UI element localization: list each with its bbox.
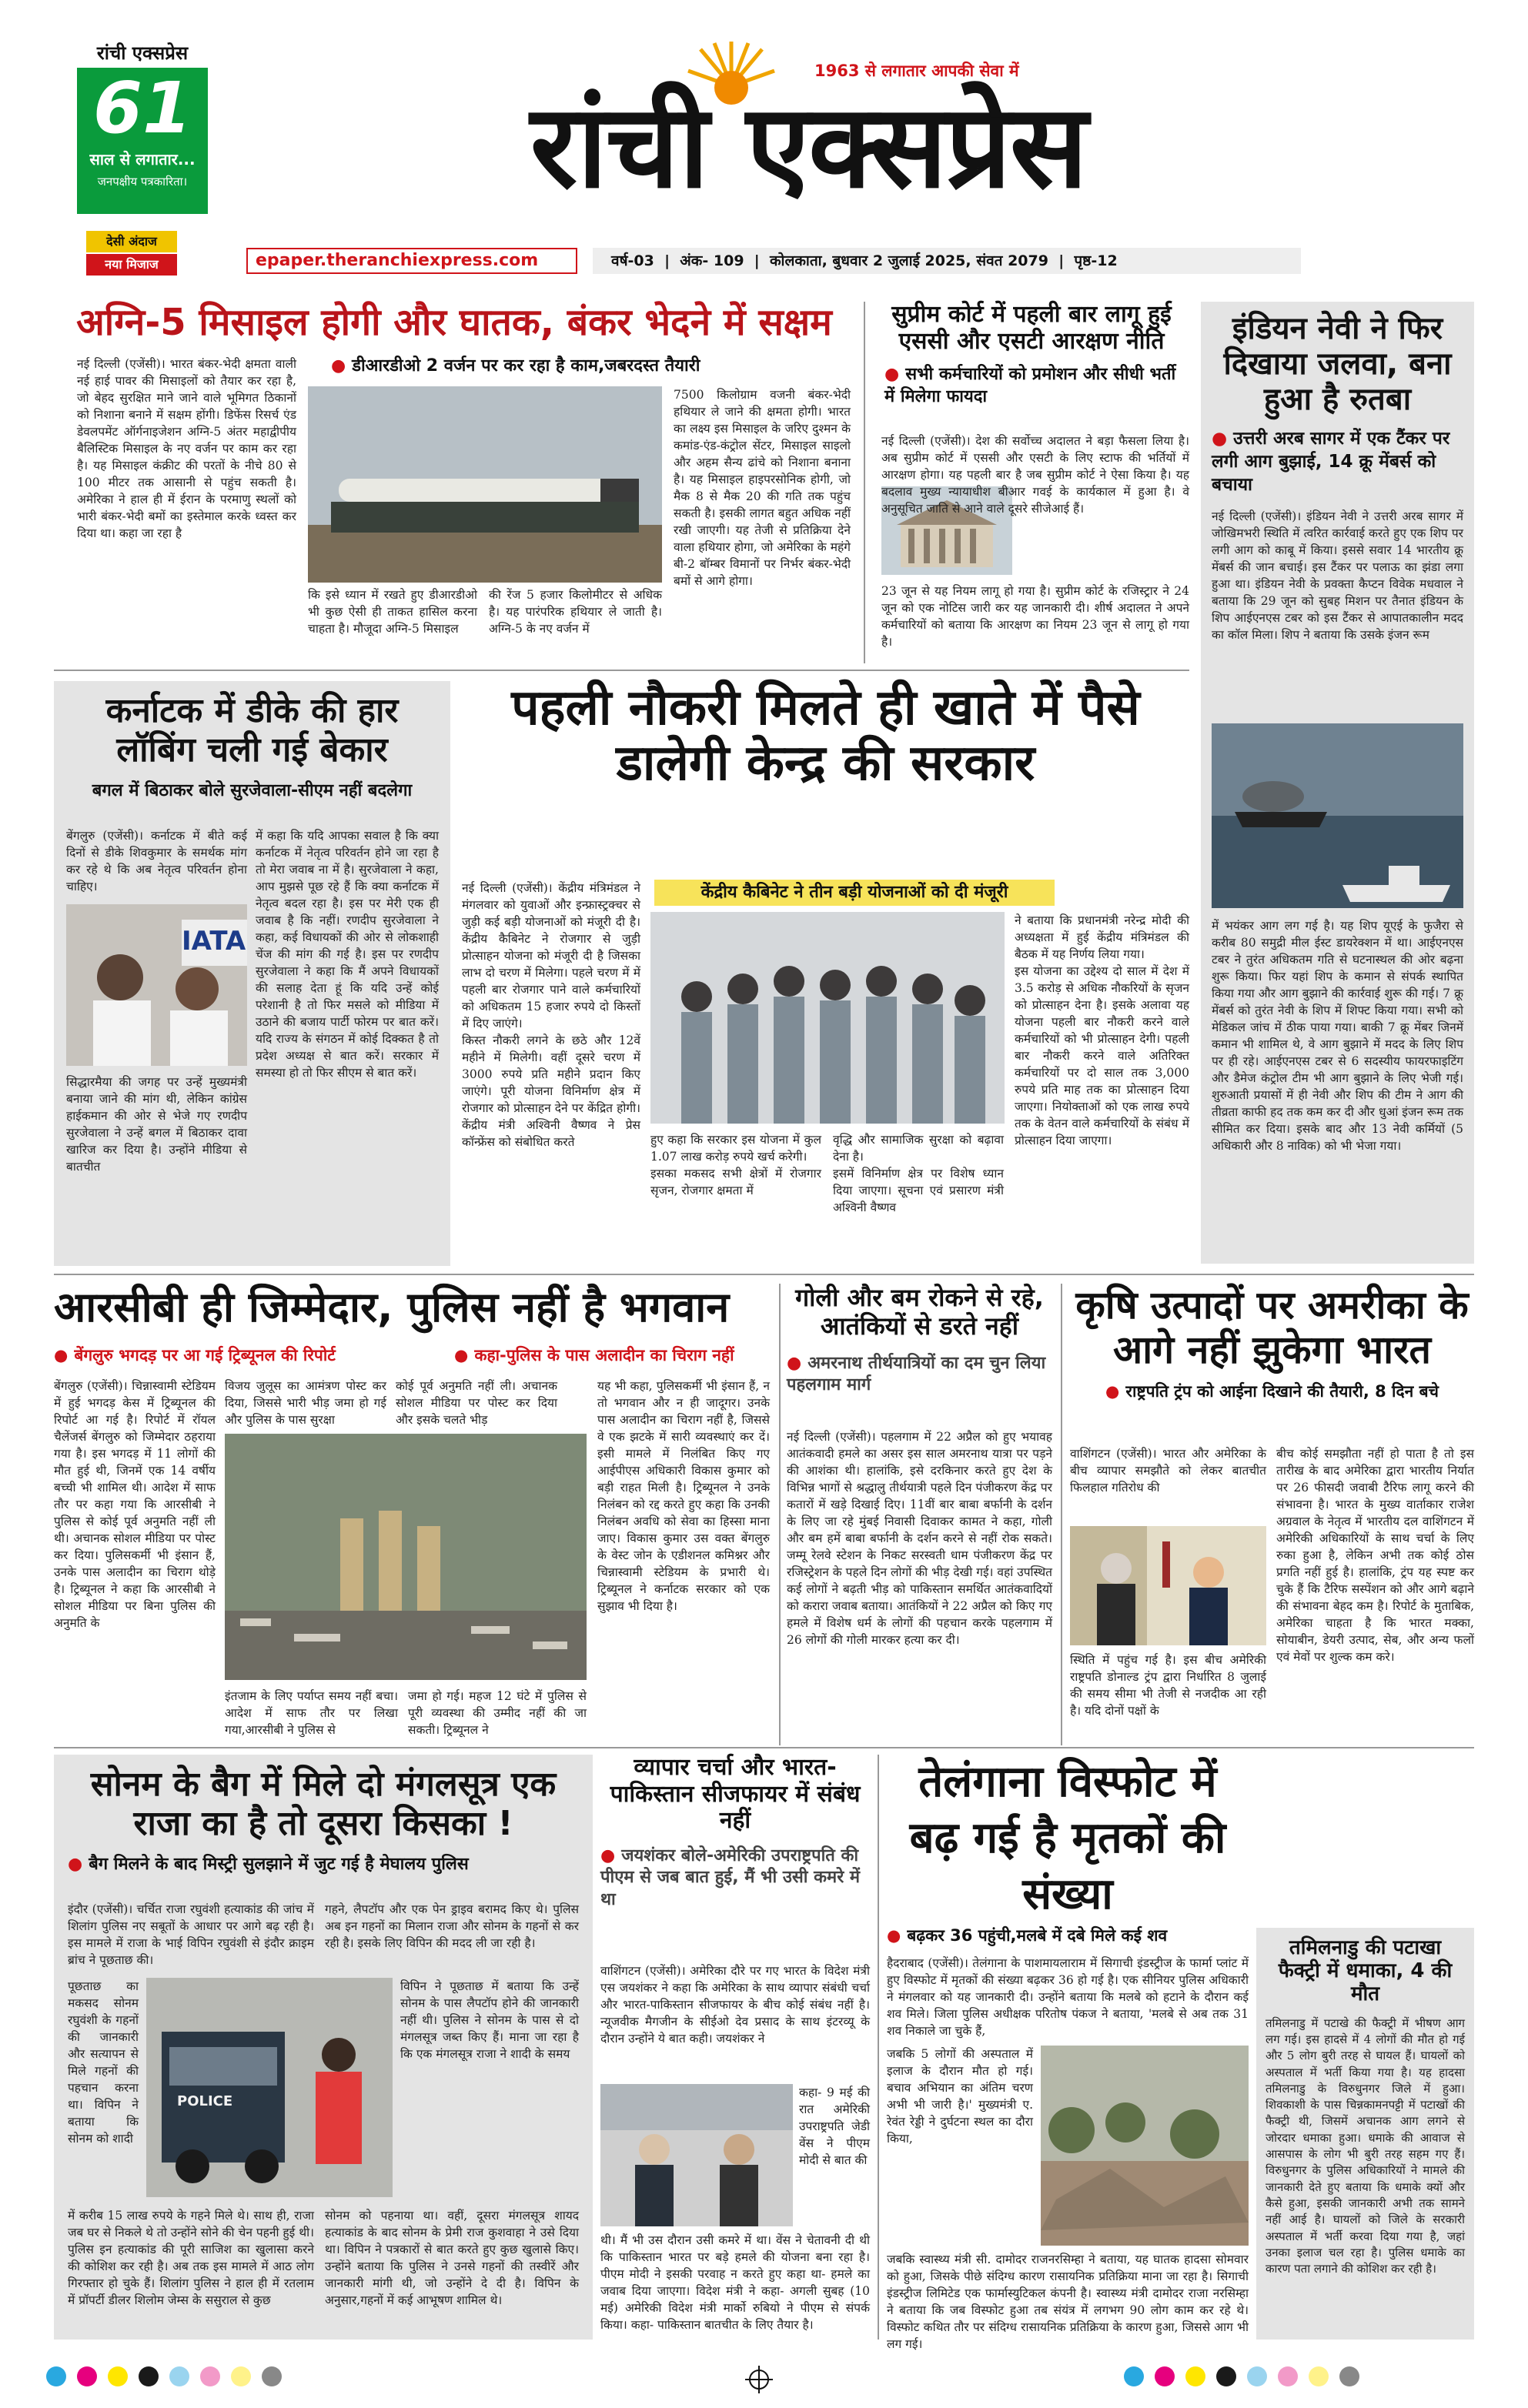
naya-tag: नया मिजाज — [86, 254, 177, 276]
trade-headline: व्यापार चर्चा और भारत-पाकिस्तान सीजफायर में संबंध नहीं — [610, 1754, 861, 1834]
karnataka-body1: बेंगलुरु (एजेंसी)। कर्नाटक में बीते कई दिनों से डीके शिवकुमार के समर्थक मांग कर रहे थे कि अब नेतृत्व परिवर्तन होना चाहिए। — [66, 829, 247, 893]
rcb-col4: यह भी कहा, पुलिसकर्मी भी इंसान हैं, न तो भगवान और न ही जादूगर। उनके पास अलादीन का चिराग नहीं है, जिससे वे एक झटके में सारी व्यवस्थाएं कर दें। इसी मामले में निलंबित किए गए आईपीएस अधिकारी विकास कुमार को बड़ी राहत मिली है। ट्रिब्यूनल ने उनके निलंबन को रद्द करते हुए कहा कि उनकी निलंबन अवधि को सेवा का हिस्सा माना जाए। विकास कुमार उस वक्त बेंगलुरु के वेस्ट जोन के एडीशनल कमिश्नर और चिन्नास्वामी स्टेडियम के प्रभारी थे। ट्रिब्यूनल ने कर्नाटक सरकार को एक सुझाव भी दिया है। — [597, 1379, 770, 1613]
trade-jaishankar-photo — [600, 2084, 793, 2226]
telangana-body3: जबकि स्वास्थ्य मंत्री सी. दामोदर राजनरसिम्हा ने बताया, यह घातक हादसा सोमवार को हुआ, जिसके पीछे संदिग्ध कारण रासायनिक प्रतिक्रिया माना जा रहा है। सिगाची इंडस्ट्रीज लिमिटेड एक फार्मास्युटिकल कंपनी है। स्वास्थ्य मंत्री दामोदर राजा नरसिम्हा ने बताया कि जब विस्फोट हुआ तब संयंत्र में लगभग 90 लोग काम कर रहे थे। विस्फोट कथित तौर पर संदिग्ध रासायनिक प्रतिक्रिया के कारण हुआ, जिससे आग भी लग गई। — [887, 2253, 1249, 2351]
tn-article — [1256, 1928, 1474, 2340]
masthead — [0, 0, 1528, 292]
agni-headline: अग्नि-5 मिसाइल होगी और घातक, बंकर भेदने में सक्षम — [76, 301, 832, 344]
sonam-headline: सोनम के बैग में मिले दो मंगलसूत्र एक राजा का है तो दूसरा किसका ! — [90, 1765, 557, 1843]
rcb-article — [54, 1284, 770, 1745]
sonam-body1: इंदौर (एजेंसी)। चर्चित राजा रघुवंशी हत्याकांड की जांच में शिलांग पुलिस नए सबूतों के आधार पर आगे बढ़ रही है। इस मामले में राजा के भाई विपिन रघुवंशी से इंदौर क्राइम ब्रांच ने पूछताछ की। — [68, 1902, 314, 1967]
job-subhead: केंद्रीय कैबिनेट ने तीन बड़ी योजनाओं को दी मंजूरी — [654, 880, 1055, 906]
sonam-body5: विपिन ने पूछताछ में बताया कि उन्हें सोनम के पास लैपटॉप होने की जानकारी नहीं थी। पुलिस ने सोनम के पास से दो मंगलसूत्र जब्त किए हैं। माना जा रहा है कि एक मंगलसूत्र राजा ने शादी के समय — [400, 1979, 579, 2061]
navy-article — [1201, 302, 1474, 1264]
divider — [1061, 1284, 1062, 1745]
navy-ship-photo — [1212, 723, 1463, 908]
rcb-col3: कोई पूर्व अनुमति नहीं ली। अचानक सोशल मीडिया पर पोस्ट कर दिया और इसके चलते भीड़ — [396, 1379, 557, 1427]
agni-col3: की रेंज 5 हजार किलोमीटर से अधिक है। यह पारंपरिक हथियार ले जाती है। अग्नि-5 के नए वर्जन में — [489, 588, 662, 636]
trade-subhead: ● जयशंकर बोले-अमेरिकी उपराष्ट्रपति की पीएम से जब बात हुई, मैं भी उसी कमरे में था — [600, 1845, 861, 1909]
tn-body: तमिलनाडु में पटाखे की फैक्ट्री में भीषण आग लग गई। इस हादसे में 4 लोगों की मौत हो गई और 5 लोग बुरी तरह से घायल हैं। घायलों को अस्पताल में भर्ती किया गया है। यह हादसा तमिलनाडु के विरुधुनगर जिले में हुआ। शिवकाशी के पास चिन्नकामनपट्टी में पटाखों की फैक्ट्री थी, जिसमें अचानक आग लगने से जोरदार धमाका हुआ। धमाके की आवाज से आसपास के लोग भी बुरी तरह सहम गए हैं। विरुधुनगर के पुलिस अधिकारियों ने मामले की जानकारी देते हुए बताया कि धमाके क्यों और कैसे हुआ, इसकी जानकारी अभी तक सामने नहीं आई है। घायलों को जिले के सरकारी अस्पताल में भर्ती करवा दिया गया है, जहां उनका इलाज चल रहा है। पुलिस धमाके का कारण पता लगाने की कोशिश कर रही है। — [1266, 2016, 1465, 2276]
telangana-article — [887, 1755, 1249, 2351]
karnataka-subhead: बगल में बिठाकर बोले सुरजेवाला-सीएम नहीं बदलेगा — [92, 781, 413, 801]
agni-subhead: ● डीआरडीओ 2 वर्जन पर कर रहा है काम,जबरदस्त तैयारी — [331, 356, 700, 376]
sonam-police-photo — [146, 1978, 393, 2197]
agri-body3: बीच कोई समझौता नहीं हो पाता है तो इस तारीख के बाद अमेरिका द्वारा भारतीय निर्यात पर 26 फीसदी जवाबी टैरिफ लागू करने की संभावना है। भारत के मुख्य वार्ताकार राजेश अग्रवाल के नेतृत्व में भारतीय दल वाशिंगटन में अमेरिकी अधिकारियों के साथ चर्चा के लिए रुका हुआ है, लेकिन अभी तक कोई ठोस प्रगति नहीं हुई है। हालांकि, ट्रंप यह स्पष्ट कर चुके हैं कि टैरिफ सस्पेंशन को और आगे बढ़ाने की संभावना बेहद कम है। रिपोर्ट के मुताबिक, अमेरिका चाहता है कि भारत मक्का, सोयाबीन, डेयरी उत्पाद, सेब, और अन्य फलों एवं मेवों पर शुल्क कम करे। — [1276, 1447, 1474, 1664]
anniversary-badge — [77, 68, 208, 214]
sonam-body4: गहने, लैपटॉप और एक पेन ड्राइव बरामद किए थे। पुलिस अब इन गहनों का मिलान राजा और सोनम के गहनों से कर रही है। इसके लिए विपिन की मदद ली जा रही है। — [325, 1902, 579, 1950]
sonam-body3: में करीब 15 लाख रुपये के गहने मिले थे। साथ ही, राजा जब घर से निकले थे तो उन्होंने सोने की चेन पहनी हुई थी। पुलिस इन हत्याकांड की पूरी साजिश का खुलासा करने की कोशिश कर रही है। अब तक इस मामले में आठ लोग गिरफ्तार हो चुके हैं। शिलांग पुलिस ने हाल ही में रतलाम में प्रॉपर्टी डीलर शिलोम जेम्स के ससुराल से कुछ — [68, 2209, 314, 2307]
edition-info: वर्ष-03 | अंक- 109 | कोलकाता, बुधवार 2 जुलाई 2025, संवत 2079 | पृष्ठ-12 — [593, 248, 1301, 274]
divider — [779, 1284, 781, 1745]
agri-article — [1070, 1284, 1474, 1745]
rcb-col6: जमा हो गई। महज 12 घंटे में पुलिस से पूरी व्यवस्था की उम्मीद नहीं की जा सकती। ट्रिब्यूनल ने — [408, 1689, 587, 1737]
brand-top-label: रांची एक्सप्रेस — [96, 42, 189, 64]
agni-col1: नई दिल्ली (एजेंसी)। भारत बंकर-भेदी क्षमता वाली नई हाई पावर की मिसाइलों को तैयार कर रहा है, जो बेहद सुरक्षित माने जाने वाले भूमिगत ठिकानों को निशाना बनाने में सक्षम होंगी। डिफेंस रिसर्च एंड डेवलपमेंट ऑर्गनाइजेशन अग्नि-5 अंतर महाद्वीपीय बैलिस्टिक मिसाइल के नए वर्जन पर काम कर रहा है। यह मिसाइल कंक्रीट की परतों के नीचे 80 से 100 मीटर तक आसानी से पहुंच सकती है। अमेरिका ने हाल ही में ईरान के परमाणु स्थलों को भारी बंकर-भेदी बमों का इस्तेमाल करके ध्वस्त कर दिया था। कहा जा रहा है — [77, 357, 296, 540]
sc-body1b — [1020, 486, 1189, 579]
agri-body1: वाशिंगटन (एजेंसी)। भारत और अमेरिका के बीच व्यापार समझौते को लेकर बातचीत फिलहाल गतिरोध की — [1070, 1447, 1266, 1495]
trade-body3: थी। मैं भी उस दौरान उसी कमरे में था। वेंस ने चेतावनी दी थी कि पाकिस्तान भारत पर बड़े हमले की योजना बना रहा है। पीएम मोदी ने इसकी परवाह न करते हुए कहा था- हमले का जवाब दिया जाएगा। विदेश मंत्री ने कहा- अगली सुबह (10 मई) अमेरिकी विदेश मंत्री मार्को रुबियो ने पीएम से संपर्क किया। कहा- पाकिस्तान बातचीत के लिए तैयार है। — [600, 2233, 870, 2332]
telangana-body1: हैदराबाद (एजेंसी)। तेलंगाना के पाशमायलाराम में सिगाची इंडस्ट्रीज के फार्मा प्लांट में हुए विस्फोट में मृतकों की संख्या बढ़कर 36 हो गई है। एक सीनियर पुलिस अधिकारी ने मंगलवार को यह जानकारी दी। उन्होंने बताया कि मलबे को हटाने के दौरान कई शव मिले। जिला पुलिस अधीक्षक परितोष पंकज ने बताया, 'मलबे से अब तक 31 शव निकाले जा चुके हैं, — [887, 1956, 1249, 2038]
job-group-photo — [650, 912, 1005, 1124]
sonam-article — [54, 1755, 593, 2340]
desi-tag: देसी अंदाज — [86, 231, 177, 252]
agri-body2: स्थिति में पहुंच गई है। इस बीच अमेरिकी राष्ट्रपति डोनाल्ड ट्रंप द्वारा निर्धारित 8 जुलाई की समय सीमा भी तेजी से नजदीक आ रही है। यदि दोनों पक्षों के — [1070, 1653, 1266, 1718]
trade-body2: कहा- 9 मई की रात अमेरिकी उपराष्ट्रपति जेडी वेंस ने पीएम मोदी से बात की — [799, 2086, 870, 2167]
job-headline: पहली नौकरी मिलते ही खाते में पैसे डालेगी केन्द्र की सरकार — [511, 680, 1140, 792]
karnataka-article — [54, 681, 450, 1266]
epaper-link[interactable]: epaper.theranchiexpress.com — [246, 248, 577, 274]
rcb-crowd-photo — [225, 1434, 587, 1680]
sonam-body6: सोनम को पहनाया था। वहीं, दूसरा मंगलसूत्र शायद हत्याकांड के बाद सोनम के प्रेमी राज कुशवाहा ने उसे दिया था। विपिन ने पत्रकारों से बात करते हुए कुछ खुलासे किए। उन्होंने बताया कि पुलिस ने उनसे गहनों की तस्वीरें और जानकारी मांगी थी, जो उन्होंने दे दी है। विपिन के अनुसार,गहनों में कई आभूषण शामिल थे। — [325, 2209, 579, 2307]
agri-headline: कृषि उत्पादों पर अमरीका के आगे नहीं झुकेगा भारत — [1075, 1283, 1469, 1372]
agni-article — [54, 302, 854, 663]
sc-headline: सुप्रीम कोर्ट में पहली बार लागू हुई एससी और एसटी आरक्षण नीति — [891, 301, 1172, 355]
telangana-body2: जबकि 5 लोगों की अस्पताल में इलाज के दौरान मौत हो गई। बचाव अभियान का अंतिम चरण अभी भी जारी है।' मुख्यमंत्री ए. रेवंत रेड्डी ने दुर्घटना स्थल का दौरा किया, — [887, 2047, 1033, 2146]
rcb-col5: इंतजाम के लिए पर्याप्त समय नहीं बचा। आदेश में साफ तौर पर लिखा गया,आरसीबी ने पुलिस से — [225, 1689, 398, 1737]
masthead-title: रांची एक्सप्रेस — [530, 80, 1087, 214]
amarnath-article — [787, 1284, 1052, 1745]
sc-body1: नई दिल्ली (एजेंसी)। देश की सर्वोच्च अदालत ने बड़ा फैसला लिया है। अब सुप्रीम कोर्ट में एससी और एसटी के लिए स्टाफ की भर्तियों में आरक्षण होगा। यह पहली बार है जब सुप्रीम कोर्ट ने ऐसा किया है। यह बदलाव मुख्य न्यायाधीश बीआर गवई के कार्यकाल में हुआ है। वे अनुसूचित जाति से आने वाले दूसरे सीजेआई हैं। — [881, 434, 1189, 516]
color-registration-right — [1124, 2366, 1359, 2386]
divider — [864, 302, 865, 663]
color-registration-left — [46, 2366, 282, 2386]
sonam-subhead: ● बैग मिलने के बाद मिस्ट्री सुलझाने में जुट गई है मेघालय पुलिस — [68, 1855, 469, 1875]
rcb-subhead2: ● कहा-पुलिस के पास अलादीन का चिराग नहीं — [454, 1346, 734, 1364]
agri-leaders-photo — [1070, 1526, 1266, 1645]
registration-mark-icon — [745, 2366, 773, 2393]
rcb-subhead1: ● बेंगलुरु भगदड़ पर आ गई ट्रिब्यूनल की रिपोर्ट — [54, 1346, 336, 1364]
agni-col4: 7500 किलोग्राम वजनी बंकर-भेदी हथियार ले जाने की क्षमता होगी। भारत का लक्ष्य इस मिसाइल के जरिए दुश्मन के कमांड-एंड-कंट्रोल सेंटर, मिसाइल साइलो और अहम सैन्य ढांचे को निशाना बनाना है। यह मिसाइल हाइपरसोनिक होगी, जो मैक 8 से मैक 20 की गति तक पहुंच सकती है। इसकी लागत बहुत अधिक नहीं रखी जाएगी। यह तेजी से प्रतिक्रिया देने वाला हथियार होगा, जो अमेरिका के महंगे बी-2 बॉम्बर विमानों पर निर्भर बंकर-भेदी बमों से आगे होगा। — [674, 388, 851, 588]
agni-col2: कि इसे ध्यान में रखते हुए डीआरडीओ भी कुछ ऐसी ही ताकत हासिल करना चाहता है। मौजूदा अग्नि-5 मिसाइल — [308, 588, 477, 636]
job-article — [462, 681, 1189, 1266]
sc-subhead: ● सभी कर्मचारियों को प्रमोशन और सीधी भर्ती में मिलेगा फायदा — [884, 365, 1176, 406]
divider — [54, 1274, 1474, 1275]
sc-article — [874, 302, 1189, 663]
navy-body2: में भयंकर आग लग गई है। यह शिप यूएई के फुजैरा से करीब 80 समुद्री मील ईस्ट डायरेक्शन में था। आईएनएस टबर ने तुरंत अधिकतम गति से घटनास्थल की ओर बढ़ना शुरू किया। फिर यहां शिप के कमान से संपर्क स्थापित किया गया और आग बुझाने की कार्रवाई शुरू की गई। 7 क्रू मेंबर्स को तुरंत नेवी के शिप में शिफ्ट किया गया। सभी को मेडिकल जांच में ठीक पाया गया। बाकी 7 क्रू मेंबर जिनमें कमान भी शामिल थे, वे आग बुझाने में मदद के लिए शिप पर ही रहे। आईएनएस टबर से 6 सदस्यीय फायरफाइटिंग और डैमेज कंट्रोल टीम भी आग बुझाने के लिए भेजी गई। शुरुआती प्रयासों में ही नेवी और शिप की टीम ने आग की तीव्रता काफी हद तक कम कर दी और धुआं इंजन रूम तक सीमित कर दिया। इसके बाद और 13 नेवी कर्मियों (5 अधिकारी और 8 नाविक) को भी भेजा गया। — [1212, 918, 1463, 1153]
job-body1: नई दिल्ली (एजेंसी)। केंद्रीय मंत्रिमंडल ने मंगलवार को युवाओं और इन्फ्रास्ट्रक्चर से जुड़ी कई बड़ी योजनाओं को मंजूरी दी है। केंद्रीय कैबिनेट ने रोजगार से जुड़ी प्रोत्साहन योजना को मंजूरी दी है जिसका लाभ दो चरण में मिलेगा। पहले चरण में में पहली बार रोजगार पाने वाले कर्मचारियों को अधिकतम 15 हजार रुपये दो किस्तों में दिए जाएंगे। किस्त नौकरी लगने के छठे और 12वें महीने में मिलेगी। वहीं दूसरे चरण में 3000 रुपये प्रति महीने प्रदान किए जाएंगे। पूरी योजना विनिर्माण क्षेत्र में रोजगार को प्रोत्साहन देने पर केंद्रित होगी। केंद्रीय मंत्री अश्विनी वैष्णव ने प्रेस कॉन्फ्रेंस को संबोधित करते — [462, 881, 640, 1149]
anniversary-line2: जनपक्षीय पत्रकारिता। — [97, 175, 188, 189]
agri-subhead: ● राष्ट्रपति ट्रंप को आईना दिखाने की तैयारी, 8 दिन बचे — [1105, 1382, 1439, 1401]
telangana-blast-photo — [1041, 2046, 1249, 2246]
tn-headline: तमिलनाडु की पटाखा फैक्ट्री में धमाका, 4 की मौत — [1278, 1936, 1453, 2006]
sc-body2: 23 जून से यह नियम लागू हो गया है। सुप्रीम कोर्ट के रजिस्ट्रार ने 24 जून को एक नोटिस जारी कर यह जानकारी दी। शीर्ष अदालत ने अपने कर्मचारियों को बताया कि आरक्षण का नियम 23 जून से लागू हो गया है। — [881, 584, 1189, 649]
anniversary-line1: साल से लगातार... — [89, 150, 196, 169]
sonam-body2: पूछताछ का मकसद सोनम रघुवंशी के गहनों की जानकारी और सत्यापन से मिले गहनों की पहचान करना था। विपिन ने बताया कि सोनम को शादी — [68, 1979, 139, 2146]
trade-body1: वाशिंगटन (एजेंसी)। अमेरिका दौरे पर गए भारत के विदेश मंत्री एस जयशंकर ने कहा कि अमेरिका के साथ व्यापार संबंधी चर्चा और भारत-पाकिस्तान सीजफायर के बीच कोई संबंध नहीं है। न्यूजवीक मैगजीन के सीईओ देव प्रसाद के साथ इंटरव्यू के दौरान उन्होंने ये बात कही। जयशंकर ने — [600, 1964, 870, 2046]
since-text: 1963 से लगातार आपकी सेवा में — [814, 62, 1019, 80]
telangana-subhead: ● बढ़कर 36 पहुंची,मलबे में दबे मिले कई शव — [887, 1926, 1168, 1945]
amarnath-body: नई दिल्ली (एजेंसी)। पहलगाम में 22 अप्रैल को हुए भयावह आतंकवादी हमले का असर इस साल अमरनाथ यात्रा पर पड़ने की आशंका थी। हालांकि, इसे दरकिनार करते हुए देश के विभिन्न भागों से श्रद्धालु तीर्थयात्री पहले दिन पंजीकरण केंद्र पर कतारों में खड़े दिखाई दिए। 11वीं बार बाबा बर्फानी के दर्शन के लिए जा रहे मुंबई निवासी दिवाकर कामत ने कहा, गोली और बम हमें बाबा बर्फानी के दर्शन करने से नहीं रोक सकते। जम्मू रेलवे स्टेशन के निकट सरस्वती धाम पंजीकरण केंद्र पर रजिस्ट्रेशन के पहले दिन लोगों की भीड़ देखी गई। वहां उपस्थित कई लोगों ने बढ़ती भीड़ को पाकिस्तान समर्थित आतंकवादियों को करारा जवाब बताया। आतंकियों ने 22 अप्रैल को किए गए हमले में विशेष धर्म के लोगों की पहचान करके पहलगाम में 26 लोगों की गोली मारकर हत्या कर दी। — [787, 1430, 1052, 1647]
karnataka-body3: में कहा कि यदि आपका सवाल है कि क्या कर्नाटक में नेतृत्व परिवर्तन होने जा रहा है तो मेरा जवाब ना में है। सुरजेवाला ने कहा, आप मुझसे पूछ रहे हैं कि क्या कर्नाटक में नेतृत्व बदल रहा है। इस पर मेरी एक ही जवाब है कि नहीं। रणदीप सुरजेवाला ने कहा, कई विधायकों की ओर से लोकशाही चेंज की मांग की गई है। इस पर रणदीप सुरजेवाला ने कहा कि मैं अपने विधायकों की सलाह देता हूं कि यदि उन्हें कोई परेशानी है तो फिर मसले को मीडिया में उठाने की बजाय पार्टी फोरम पर बात करें। यदि राज्य के संगठन में कोई दिक्कत है तो प्रदेश अध्यक्ष से बात करें। सरकार में समस्या हो तो फिर सीएम से बात करें। — [256, 829, 439, 1080]
karnataka-photo-text: IATA — [182, 926, 246, 957]
agni-missile-photo — [308, 386, 662, 583]
trade-article — [600, 1755, 870, 2340]
job-body4: ने बताया कि प्रधानमंत्री नरेन्द्र मोदी की अध्यक्षता में हुई केंद्रीय मंत्रिमंडल की बैठक में यह निर्णय लिया गया। इस योजना का उद्देश्य दो साल में देश में 3.5 करोड़ से अधिक नौकरियों के सृजन को प्रोत्साहन देना है। इसके अलावा यह योजना पहली बार नौकरी करने वाले कर्मचारियों को भी प्रोत्साहन देगी। पहली बार नौकरी करने वाले अतिरिक्त कर्मचारियों पर दो साल तक 3,000 रुपये प्रति माह तक का प्रोत्साहन दिया जाएगा। नियोक्ताओं को एक लाख रुपये तक के वेतन वाले कर्मचारियों के संबंध में प्रोत्साहन दिया जाएगा। — [1015, 913, 1189, 1147]
amarnath-headline: गोली और बम रोकने से रहे, आतंकियों से डरते नहीं — [795, 1283, 1044, 1341]
job-body2: हुए कहा कि सरकार इस योजना में कुल 1.07 लाख करोड़ रुपये खर्च करेगी। इसका मकसद सभी क्षेत्रों में रोजगार सृजन, रोजगार क्षमता में — [650, 1133, 821, 1197]
rcb-col1: बेंगलुरु (एजेंसी)। चिन्नास्वामी स्टेडियम में हुई भगदड़ केस में ट्रिब्यूनल की रिपोर्ट आ गई है। रिपोर्ट में रॉयल चैलेंजर्स बेंगलुरु को जिम्मेदार ठहराया गया है। इस भगदड़ में 11 लोगों की मौत हुई थी, जिनमें एक 14 वर्षीय बच्ची भी शामिल थी। आदेश में साफ तौर पर कहा गया कि आरसीबी ने पुलिस से कोई पूर्व अनुमति नहीं ली थी। अचानक सोशल मीडिया पर पोस्ट कर दिया। पुलिसकर्मी भी इंसान हैं, उनके पास अलादीन का चिराग थोड़े है। ट्रिब्यूनल ने कहा कि आरसीबी ने सोशल मीडिया पर बिना पुलिस की अनुमति के — [54, 1379, 216, 1630]
telangana-headline: तेलंगाना विस्फोट में बढ़ गई है मृतकों की संख्या — [909, 1757, 1226, 1919]
rcb-headline: आरसीबी ही जिम्मेदार, पुलिस नहीं है भगवान — [54, 1283, 730, 1331]
amarnath-subhead: ● अमरनाथ तीर्थयात्रियों का दम चुन लिया पहलगाम मार्ग — [787, 1353, 1046, 1395]
sonam-photo-text: POLICE — [177, 2093, 233, 2109]
job-body3: वृद्धि और सामाजिक सुरक्षा को बढ़ावा देना है। इसमें विनिर्माण क्षेत्र पर विशेष ध्यान दिया जाएगा। सूचना एवं प्रसारण मंत्री अश्विनी वैष्णव — [833, 1133, 1004, 1214]
rcb-col2: विजय जुलूस का आमंत्रण पोस्ट कर दिया, जिससे भारी भीड़ जमा हो गई और पुलिस के पास सुरक्षा — [225, 1379, 386, 1427]
divider — [54, 670, 1189, 671]
karnataka-headline: कर्नाटक में डीके की हार लॉबिंग चली गई बेकार — [105, 691, 399, 770]
karnataka-body2: सिद्धारमैया की जगह पर उन्हें मुख्यमंत्री बनाया जाने की मांग थी, लेकिन कांग्रेस हाईकमान की ओर से भेजे गए रणदीप सुरजेवाला ने उन्हें बगल में बिठाकर दावा खारिज कर दिया है। उन्होंने मीडिया से बातचीत — [66, 1075, 247, 1174]
navy-subhead: ● उत्तरी अरब सागर में एक टैंकर पर लगी आग बुझाई, 14 क्रू मेंबर्स को बचाया — [1212, 429, 1450, 495]
karnataka-photo — [66, 904, 247, 1066]
navy-headline: इंडियन नेवी ने फिर दिखाया जलवा, बना हुआ है रुतबा — [1223, 311, 1452, 417]
divider — [54, 1747, 1474, 1748]
navy-body1: नई दिल्ली (एजेंसी)। इंडियन नेवी ने उत्तरी अरब सागर में जोखिमभरी स्थिति में त्वरित कार्रवाई करते हुए एक शिप पर लगी आग को काबू में किया। इससे सवार 14 भारतीय क्रू मेंबर्स की जान बचाई। इस टैंकर पर पलाऊ का झंडा लगा हुआ था। इंडियन नेवी के प्रवक्ता कैप्टन विवेक मधवाल ने बताया कि 29 जून को सुबह मिशन पर तैनात इंडियन के शिप आईएनएस टबर को इस टैंकर से आपातकालीन मदद का कॉल मिला। शिप ने बताया कि उसके इंजन रूम — [1212, 509, 1463, 642]
anniversary-number: 61 — [92, 67, 192, 149]
divider — [878, 1755, 879, 2340]
